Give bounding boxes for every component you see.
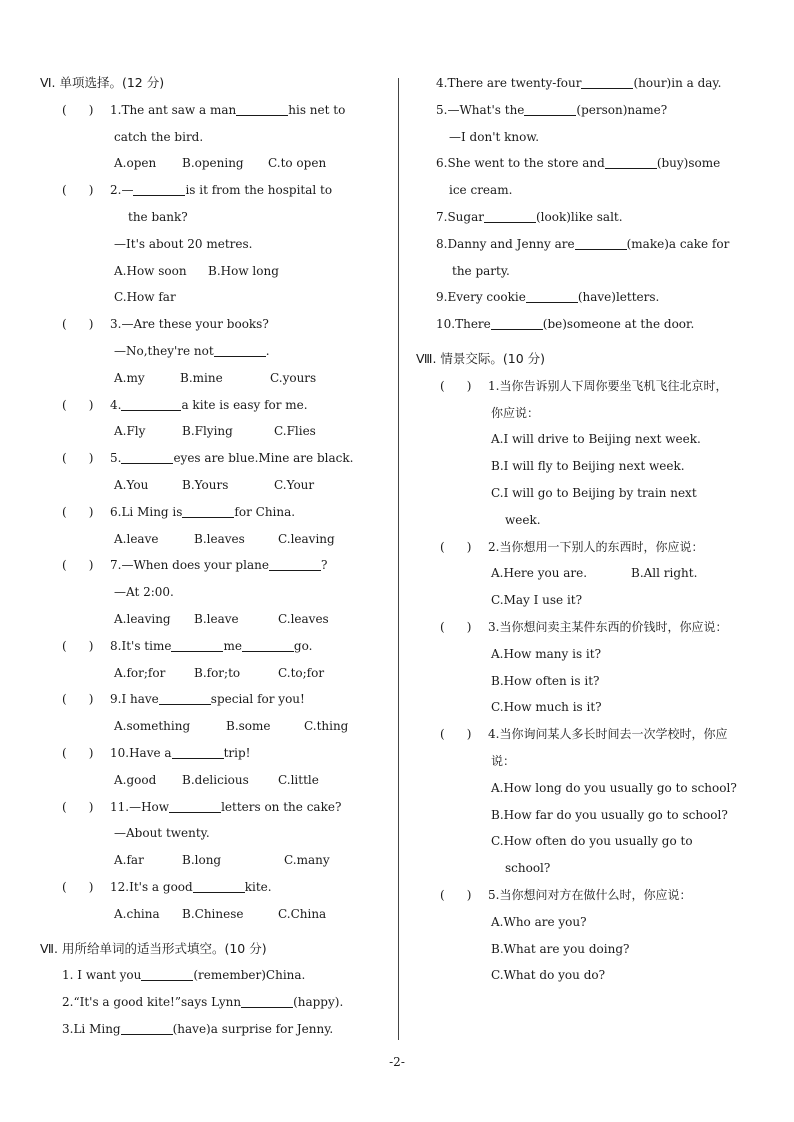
situation-1-option-b: B.I will fly to Beijing next week. [491,459,685,474]
answer-paren[interactable]: ( ) [62,558,94,573]
answer-blank[interactable] [133,181,185,196]
section8-title: Ⅷ. 情景交际。(10 分) [416,350,546,366]
question-5: ( ) 5. eyes are blue.Mine are black. [40,445,390,472]
answer-blank[interactable] [575,235,627,250]
situation-1-option-c-cont: week. [505,512,541,527]
situation-3-option-a: A.How many is it? [491,646,602,661]
answer-paren[interactable]: ( ) [62,102,94,117]
question-4: ( ) 4. a kite is easy for me. [40,392,390,419]
situation-2: ( ) 2.当你想用一下别人的东西时，你应说： [436,534,776,561]
answer-paren[interactable]: ( ) [62,183,94,198]
question-5-options: A.You B.Yours C.Your [114,477,315,492]
question-8: ( ) 8.It's time me go. [40,633,390,660]
situation-5-option-b: B.What are you doing? [491,941,630,956]
question-10: ( ) 10.Have a trip! [40,740,390,767]
situation-1-cont: 你应说： [491,405,540,420]
answer-blank[interactable] [269,556,321,571]
answer-blank[interactable] [526,288,578,303]
fill-item-2: 2.“It's a good kite!”says Lynn (happy). [62,995,344,1010]
answer-blank[interactable] [141,966,193,981]
answer-paren[interactable]: ( ) [62,745,94,760]
answer-blank[interactable] [524,101,576,116]
answer-blank[interactable] [159,690,211,705]
answer-paren[interactable]: ( ) [440,727,472,742]
question-3-reply: —No,they're not . [114,343,270,358]
answer-blank[interactable] [193,878,245,893]
answer-blank[interactable] [121,1020,173,1035]
fill-item-1: 1. I want you (remember)China. [62,968,306,983]
question-8-options: A.for;for B.for;to C.to;for [114,665,325,680]
answer-paren[interactable]: ( ) [62,504,94,519]
fill-item-3: 3.Li Ming (have)a surprise for Jenny. [62,1021,334,1036]
answer-paren[interactable]: ( ) [62,799,94,814]
question-2-reply: —It's about 20 metres. [114,236,253,251]
answer-blank[interactable] [171,637,223,652]
question-2-options: A.How soon B.How long [114,263,279,278]
situation-3-option-c: C.How much is it? [491,700,602,715]
fill-item-5-cont: —I don't know. [449,129,540,144]
question-9-options: A.something B.some C.thing [114,719,349,734]
question-1: ( ) 1.The ant saw a man his net to [40,97,390,124]
answer-paren[interactable]: ( ) [440,887,472,902]
question-1-options: A.open B.opening C.to open [114,156,327,171]
answer-paren[interactable]: ( ) [62,879,94,894]
question-12: ( ) 12.It's a good kite. [40,874,390,901]
situation-4-cont: 说： [491,753,516,768]
answer-blank[interactable] [169,798,221,813]
situation-5: ( ) 5.当你想问对方在做什么时，你应说： [436,882,776,909]
question-1-cont: catch the bird. [114,129,204,144]
answer-blank[interactable] [236,101,288,116]
answer-blank[interactable] [214,342,266,357]
fill-item-8-cont: the party. [452,263,510,278]
answer-blank[interactable] [121,449,173,464]
left-column [40,70,390,1043]
situation-4-option-c-cont: school? [505,861,551,876]
situation-2-option-c: C.May I use it? [491,593,583,608]
question-4-options: A.Fly B.Flying C.Flies [114,424,316,439]
fill-item-10: 10.There (be)someone at the door. [436,317,695,332]
answer-paren[interactable]: ( ) [62,397,94,412]
answer-blank[interactable] [605,154,657,169]
question-10-options: A.good B.delicious C.little [114,772,319,787]
situation-1-option-c: C.I will go to Beijing by train next [491,485,697,500]
question-6-options: A.leave B.leaves C.leaving [114,531,335,546]
answer-paren[interactable]: ( ) [62,692,94,707]
question-3: ( ) 3.—Are these your books? [40,311,390,338]
section7-title: Ⅶ. 用所给单词的适当形式填空。(10 分) [40,940,267,956]
question-3-options: A.my B.mine C.yours [114,370,317,385]
column-divider [398,78,399,1040]
question-11-reply: —About twenty. [114,826,210,841]
answer-paren[interactable]: ( ) [440,539,472,554]
question-11: ( ) 11.—How letters on the cake? [40,794,390,821]
fill-item-5: 5.—What's the (person)name? [436,102,668,117]
question-7: ( ) 7.—When does your plane ? [40,552,390,579]
answer-paren[interactable]: ( ) [62,317,94,332]
fill-item-6: 6.She went to the store and (buy)some [436,156,721,171]
right-column [416,70,776,989]
situation-1-option-a: A.I will drive to Beijing next week. [491,432,701,447]
question-7-options: A.leaving B.leave C.leaves [114,611,329,626]
fill-item-8: 8.Danny and Jenny are (make)a cake for [436,236,730,251]
fill-item-4: 4.There are twenty-four (hour)in a day. [436,76,722,90]
section6-title: Ⅵ. 单项选择。(12 分) [40,75,165,90]
situation-4-option-b: B.How far do you usually go to school? [491,807,728,822]
situation-5-option-a: A.Who are you? [491,914,587,929]
question-9: ( ) 9.I have special for you! [40,686,390,713]
answer-paren[interactable]: ( ) [440,378,472,393]
fill-item-6-cont: ice cream. [449,183,513,198]
situation-1: ( ) 1.当你告诉别人下周你要坐飞机飞往北京时， [436,373,776,400]
answer-blank[interactable] [242,637,294,652]
situation-3-option-b: B.How often is it? [491,673,600,688]
answer-paren[interactable]: ( ) [440,619,472,634]
situation-4-option-c: C.How often do you usually go to [491,834,693,849]
question-2-cont: the bank? [128,209,188,224]
answer-blank[interactable] [581,74,633,89]
fill-item-7: 7.Sugar (look)like salt. [436,209,623,224]
question-6: ( ) 6.Li Ming is for China. [40,499,390,526]
situation-3: ( ) 3.当你想问卖主某件东西的价钱时，你应说： [436,614,776,641]
question-11-options: A.far B.long C.many [114,853,330,868]
situation-5-option-c: C.What do you do? [491,968,606,983]
question-7-reply: —At 2:00. [114,585,174,600]
answer-paren[interactable]: ( ) [62,638,94,653]
answer-blank[interactable] [172,744,224,759]
situation-2-options: A.Here you are. B.All right. [491,566,698,581]
question-2: ( ) 2.— is it from the hospital to [40,177,390,204]
answer-paren[interactable]: ( ) [62,451,94,466]
question-2-option-c: C.How far [114,290,176,305]
answer-blank[interactable] [484,208,536,223]
question-12-options: A.china B.Chinese C.China [114,906,327,921]
situation-4-option-a: A.How long do you usually go to school? [491,780,737,795]
answer-blank[interactable] [491,315,543,330]
fill-item-9: 9.Every cookie (have)letters. [436,290,660,305]
answer-blank[interactable] [241,993,293,1008]
page-number: -2- [389,1055,405,1069]
situation-4: ( ) 4.当你询问某人多长时间去一次学校时，你应 [436,721,776,748]
answer-blank[interactable] [182,503,234,518]
answer-blank[interactable] [121,396,181,411]
